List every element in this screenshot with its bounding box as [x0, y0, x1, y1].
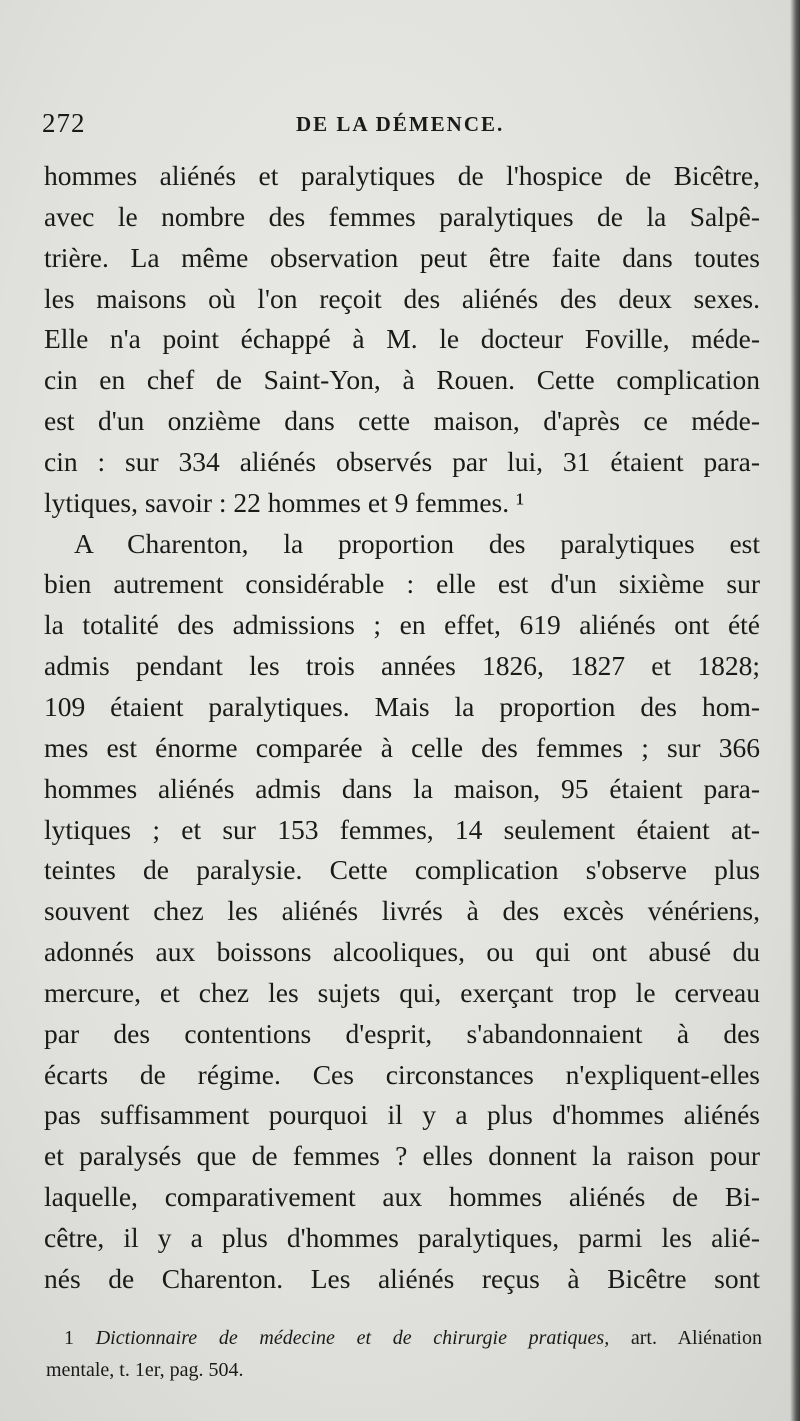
text-line: adonnés aux boissons alcooliques, ou qui ont abusé du: [44, 936, 760, 968]
text-line: les maisons où l'on reçoit des aliénés des deux sexes.: [44, 282, 760, 314]
text-line: écarts de régime. Ces circonstances n'expliquent-elles: [44, 1058, 760, 1090]
text-line: laquelle, comparativement aux hommes aliénés de Bi-: [44, 1181, 760, 1213]
footnote-line: [46, 1322, 762, 1354]
text-line: cin en chef de Saint-Yon, à Rouen. Cette complication: [44, 364, 760, 396]
footnote: [46, 1322, 762, 1386]
page-number: 272: [42, 108, 86, 138]
text-line: par des contentions d'esprit, s'abandonnaient à des: [44, 1017, 760, 1049]
running-head: DE LA DÉMENCE.: [296, 112, 505, 136]
text-line: mercure, et chez les sujets qui, exerçant trop le cerveau: [44, 976, 760, 1008]
text-line: souvent chez les aliénés livrés à des excès vénériens,: [44, 895, 760, 927]
text-line: est d'un onzième dans cette maison, d'après ce méde-: [44, 405, 760, 437]
text-line: et paralysés que de femmes ? elles donnent la raison pour: [44, 1140, 760, 1172]
page-header: [42, 108, 762, 148]
text-line: lytiques ; et sur 153 femmes, 14 seulement étaient at-: [44, 813, 760, 845]
text-line: nés de Charenton. Les aliénés reçus à Bicêtre sont: [44, 1262, 760, 1294]
text-line: hommes aliénés admis dans la maison, 95 étaient para-: [44, 772, 760, 804]
text-line: mes est énorme comparée à celle des femmes ; sur 366: [44, 731, 760, 763]
footnote-rest: art. Aliénation: [630, 1327, 762, 1349]
footnote-line: mentale, t. 1er, pag. 504.: [46, 1359, 244, 1381]
footnote-marker: 1: [64, 1327, 74, 1349]
footnote-title: Dictionnaire de médecine et de chirurgie pratiques,: [95, 1327, 610, 1349]
text-line: teintes de paralysie. Cette complication s'observe plus: [44, 854, 760, 886]
text-line: cin : sur 334 aliénés observés par lui, 31 étaient para-: [44, 445, 760, 477]
page-edge-shadow: [790, 0, 800, 1421]
body-text: [44, 156, 760, 1300]
text-line: hommes aliénés et paralytiques de l'hospice de Bicêtre,: [44, 160, 760, 191]
text-line: la totalité des admissions ; en effet, 619 aliénés ont été: [44, 609, 760, 641]
text-line: Elle n'a point échappé à M. le docteur Foville, méde-: [44, 323, 760, 355]
text-line: A Charenton, la proportion des paralytiques est: [74, 527, 760, 559]
text-line: lytiques, savoir : 22 hommes et 9 femmes. ¹: [44, 486, 525, 518]
text-line: bien autrement considérable : elle est d'un sixième sur: [44, 568, 760, 600]
text-line: pas suffisamment pourquoi il y a plus d'hommes aliénés: [44, 1099, 760, 1131]
text-line: cêtre, il y a plus d'hommes paralytiques, parmi les alié-: [44, 1221, 760, 1253]
text-line: 109 étaient paralytiques. Mais la proportion des hom-: [44, 690, 760, 722]
text-line: avec le nombre des femmes paralytiques de la Salpê-: [44, 200, 760, 232]
text-line: trière. La même observation peut être faite dans toutes: [44, 241, 760, 273]
text-line: admis pendant les trois années 1826, 1827 et 1828;: [44, 650, 760, 682]
